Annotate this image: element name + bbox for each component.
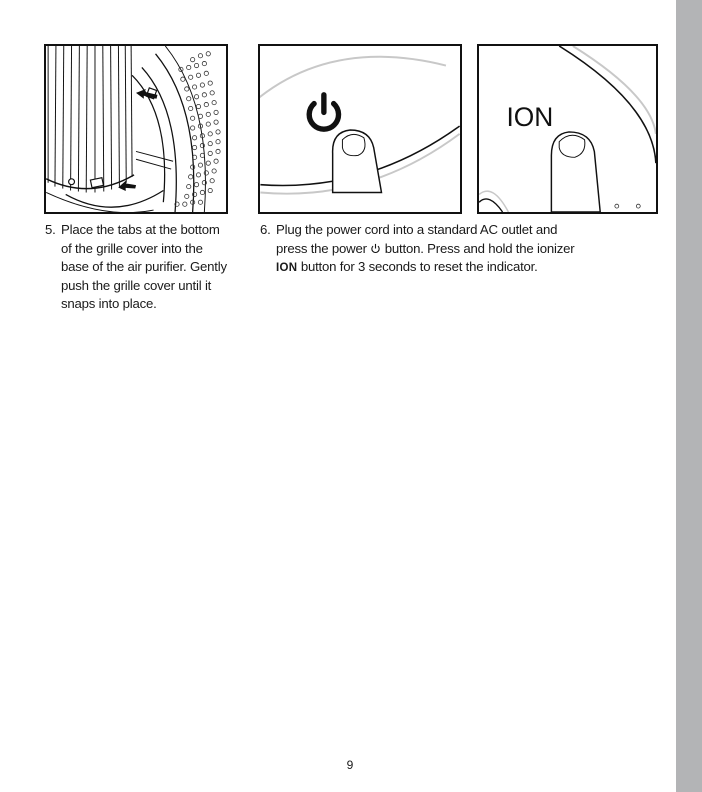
- figure-grille-install: [44, 44, 228, 214]
- finger-illustration: [551, 132, 600, 212]
- ion-button-label: ION: [506, 102, 554, 133]
- figure-ion-press: [477, 44, 658, 214]
- ion-button-reference: ION: [276, 262, 298, 274]
- step-text: Place the tabs at the bottom of the grille cover into the base of the air purifier. Gently push the grille cover until it snaps into place.: [61, 222, 227, 311]
- step-number: 6.: [260, 222, 271, 237]
- finger-illustration: [333, 130, 382, 192]
- step-5: [45, 221, 245, 314]
- section-side-tab: [676, 0, 702, 792]
- power-icon: [309, 95, 338, 129]
- step-6: [260, 221, 600, 278]
- page-number: 9: [346, 758, 354, 772]
- step-number: 5.: [45, 222, 56, 237]
- step-text: Plug the power cord into a standard AC outlet and press the power button. Press and hold the ionizer ION button for 3 seconds to reset the indicator.: [276, 222, 575, 274]
- figure-power-press: [258, 44, 462, 214]
- power-icon: [370, 243, 381, 254]
- grille-illustration: [46, 46, 226, 212]
